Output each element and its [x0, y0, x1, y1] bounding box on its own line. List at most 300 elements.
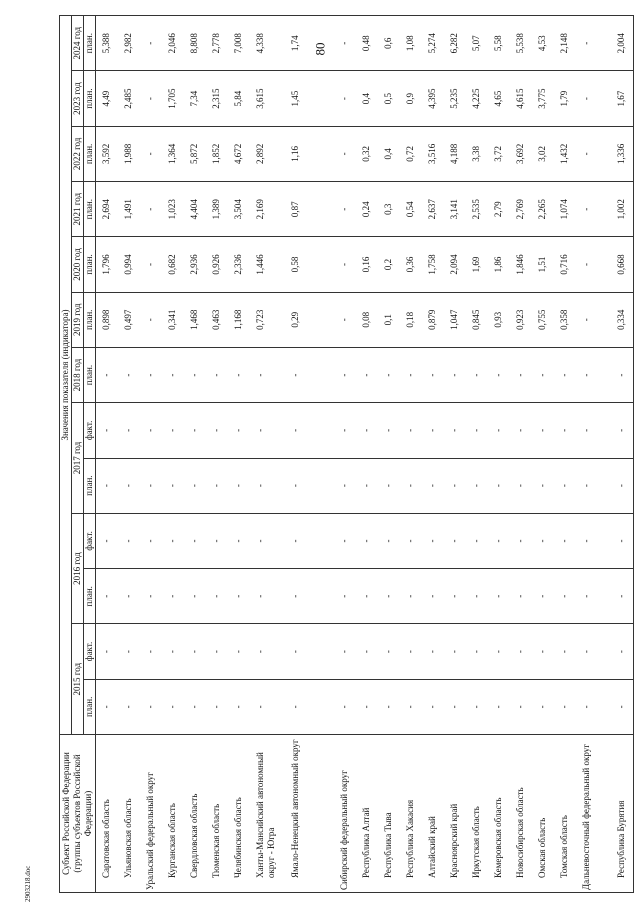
spacer-cell [320, 16, 334, 71]
value-cell: - [576, 403, 611, 458]
subject-name-cell: Челябинская область [228, 735, 250, 893]
value-cell: 4,672 [228, 126, 250, 181]
value-cell: - [488, 347, 510, 402]
subcol-header: факт. [84, 403, 96, 458]
value-cell: - [400, 347, 422, 402]
value-cell: 0,08 [356, 292, 378, 347]
value-cell: 3,592 [96, 126, 119, 181]
value-cell: - [378, 569, 400, 624]
year-header: 2016 год [72, 513, 84, 624]
value-cell: - [334, 292, 356, 347]
subcol-header: план. [84, 182, 96, 237]
spacer-cell [320, 292, 334, 347]
value-cell: 5,538 [510, 16, 532, 71]
subcol-header: план. [84, 71, 96, 126]
value-cell: - [576, 292, 611, 347]
table-row [334, 16, 356, 893]
value-cell: - [532, 624, 554, 679]
value-cell: - [611, 624, 634, 679]
spacer-cell [320, 403, 334, 458]
subject-name-cell: Томская область [554, 735, 576, 893]
subject-name-cell: Сибирский федеральный округ [334, 735, 356, 893]
value-cell: - [334, 347, 356, 402]
value-cell: 1,852 [206, 126, 228, 181]
value-cell: 5,07 [466, 16, 488, 71]
value-cell: - [422, 569, 444, 624]
value-cell: - [422, 403, 444, 458]
table-row [250, 16, 285, 893]
value-cell: 0,4 [378, 126, 400, 181]
value-cell: - [510, 569, 532, 624]
value-cell: 2,694 [96, 182, 119, 237]
value-cell: - [162, 513, 184, 568]
table-row [228, 16, 250, 893]
value-cell: - [400, 458, 422, 513]
value-cell: - [250, 403, 285, 458]
year-header: 2023 год [72, 71, 84, 126]
value-cell: - [96, 513, 119, 568]
value-cell: - [444, 513, 466, 568]
table-row [488, 16, 510, 893]
spacer-cell [320, 735, 334, 893]
table-body [96, 16, 634, 893]
value-cell: - [140, 624, 162, 679]
table-row [466, 16, 488, 893]
value-cell: - [356, 569, 378, 624]
value-cell: - [250, 458, 285, 513]
value-cell: - [611, 403, 634, 458]
spacer-cell [320, 126, 334, 181]
value-cell: - [228, 513, 250, 568]
value-cell: - [532, 513, 554, 568]
value-cell: - [285, 679, 320, 734]
subject-name-cell: Свердловская область [184, 735, 206, 893]
value-cell: - [444, 679, 466, 734]
value-cell: 1,389 [206, 182, 228, 237]
table-row [118, 16, 140, 893]
value-cell: - [285, 347, 320, 402]
value-cell: 1,432 [554, 126, 576, 181]
value-cell: - [206, 679, 228, 734]
value-cell: 0,898 [96, 292, 119, 347]
value-cell: - [250, 569, 285, 624]
value-cell: - [184, 458, 206, 513]
value-cell: - [162, 569, 184, 624]
value-cell: - [554, 403, 576, 458]
subcol-header: план. [84, 679, 96, 734]
value-cell: 4,225 [466, 71, 488, 126]
value-cell: 2,336 [228, 237, 250, 292]
value-cell: 2,046 [162, 16, 184, 71]
value-cell: 5,58 [488, 16, 510, 71]
year-header: 2017 год [72, 403, 84, 514]
value-cell: - [488, 403, 510, 458]
value-cell: 2,778 [206, 16, 228, 71]
value-cell: - [466, 347, 488, 402]
value-cell: - [206, 624, 228, 679]
subject-name-cell: Республика Бурятия [611, 735, 634, 893]
value-cell: - [228, 347, 250, 402]
value-cell: - [334, 458, 356, 513]
value-cell: - [378, 513, 400, 568]
value-cell: - [554, 347, 576, 402]
value-cell: 0,16 [356, 237, 378, 292]
value-cell: - [356, 624, 378, 679]
value-cell: - [532, 403, 554, 458]
value-cell: 8,808 [184, 16, 206, 71]
value-cell: - [444, 347, 466, 402]
value-cell: - [206, 458, 228, 513]
value-cell: - [184, 513, 206, 568]
value-cell: 1,758 [422, 237, 444, 292]
value-cell: 0,682 [162, 237, 184, 292]
value-cell: - [422, 679, 444, 734]
value-cell: 0,48 [356, 16, 378, 71]
subject-name-cell: Саратовская область [96, 735, 119, 893]
value-cell: 1,074 [554, 182, 576, 237]
value-cell: - [140, 458, 162, 513]
value-cell: 0,1 [378, 292, 400, 347]
table-row [422, 16, 444, 893]
table-row [532, 16, 554, 893]
value-cell: 2,535 [466, 182, 488, 237]
value-cell: - [466, 679, 488, 734]
value-cell: - [554, 679, 576, 734]
value-cell: - [140, 292, 162, 347]
value-cell: 0,9 [400, 71, 422, 126]
value-cell: 0,4 [356, 71, 378, 126]
value-cell: 0,358 [554, 292, 576, 347]
value-cell: - [576, 237, 611, 292]
value-cell: 0,29 [285, 292, 320, 347]
value-cell: 2,936 [184, 237, 206, 292]
value-cell: 0,5 [378, 71, 400, 126]
value-cell: - [334, 71, 356, 126]
value-cell: - [184, 403, 206, 458]
subcol-header: факт. [84, 624, 96, 679]
spacer-row [320, 16, 334, 893]
subject-name-cell: Омская область [532, 735, 554, 893]
subject-name-cell: Республика Тыва [378, 735, 400, 893]
value-cell: - [576, 71, 611, 126]
value-cell: 4,395 [422, 71, 444, 126]
value-cell: - [510, 624, 532, 679]
value-cell: - [96, 458, 119, 513]
value-cell: 1,168 [228, 292, 250, 347]
value-cell: - [510, 458, 532, 513]
value-cell: 3,504 [228, 182, 250, 237]
value-cell: - [554, 513, 576, 568]
subject-name-cell: Иркутская область [466, 735, 488, 893]
value-cell: - [400, 403, 422, 458]
value-cell: 2,485 [118, 71, 140, 126]
value-cell: - [356, 347, 378, 402]
value-cell: 0,497 [118, 292, 140, 347]
value-cell: 5,388 [96, 16, 119, 71]
table-row [510, 16, 532, 893]
value-cell: 0,879 [422, 292, 444, 347]
value-cell: - [554, 458, 576, 513]
value-cell: - [466, 403, 488, 458]
value-cell: - [140, 182, 162, 237]
value-cell: 1,491 [118, 182, 140, 237]
value-cell: - [334, 237, 356, 292]
value-cell: 0,36 [400, 237, 422, 292]
value-cell: - [422, 347, 444, 402]
value-cell: 4,49 [96, 71, 119, 126]
value-cell: 2,982 [118, 16, 140, 71]
value-cell: 2,892 [250, 126, 285, 181]
value-cell: - [510, 513, 532, 568]
subcol-header: план. [84, 458, 96, 513]
year-header: 2021 год [72, 182, 84, 237]
value-cell: - [510, 679, 532, 734]
value-cell: - [356, 513, 378, 568]
subcol-header: план. [84, 16, 96, 71]
value-cell: 5,274 [422, 16, 444, 71]
value-cell: - [250, 347, 285, 402]
table-row [206, 16, 228, 893]
value-cell: 1,796 [96, 237, 119, 292]
value-cell: 7,34 [184, 71, 206, 126]
value-cell: - [532, 458, 554, 513]
value-cell: - [334, 16, 356, 71]
value-cell: 1,08 [400, 16, 422, 71]
value-cell: - [554, 569, 576, 624]
value-cell: 1,023 [162, 182, 184, 237]
year-header: 2015 год [72, 624, 84, 735]
value-cell: 0,755 [532, 292, 554, 347]
year-header: 2018 год [72, 347, 84, 402]
subject-name-cell: Тюменская область [206, 735, 228, 893]
value-cell: - [250, 679, 285, 734]
subject-name-cell: Курганская область [162, 735, 184, 893]
subcol-header: план. [84, 569, 96, 624]
value-cell: 2,769 [510, 182, 532, 237]
value-cell: 1,45 [285, 71, 320, 126]
subject-name-cell: Ульяновская область [118, 735, 140, 893]
value-cell: - [206, 513, 228, 568]
indicator-table [59, 15, 634, 893]
value-cell: 0,716 [554, 237, 576, 292]
value-cell: - [184, 569, 206, 624]
value-cell: - [118, 513, 140, 568]
value-cell: 3,692 [510, 126, 532, 181]
value-cell: 1,988 [118, 126, 140, 181]
year-header: 2019 год [72, 292, 84, 347]
value-cell: - [576, 126, 611, 181]
value-cell: 3,516 [422, 126, 444, 181]
value-cell: - [466, 624, 488, 679]
value-cell: - [228, 679, 250, 734]
value-cell: - [96, 569, 119, 624]
subject-name-cell: Красноярский край [444, 735, 466, 893]
value-cell: - [162, 403, 184, 458]
value-cell: - [162, 624, 184, 679]
value-cell: - [334, 679, 356, 734]
spacer-cell [320, 458, 334, 513]
value-cell: 3,02 [532, 126, 554, 181]
subject-name-cell: Алтайский край [422, 735, 444, 893]
value-cell: - [162, 458, 184, 513]
value-cell: 2,169 [250, 182, 285, 237]
value-cell: 2,004 [611, 16, 634, 71]
value-cell: - [466, 458, 488, 513]
spacer-cell [320, 182, 334, 237]
value-cell: 2,094 [444, 237, 466, 292]
value-cell: - [532, 347, 554, 402]
value-cell: - [334, 126, 356, 181]
value-cell: - [184, 624, 206, 679]
table-row [356, 16, 378, 893]
value-cell: - [611, 458, 634, 513]
value-cell: 1,74 [285, 16, 320, 71]
subcol-header: план. [84, 347, 96, 402]
value-cell: 0,923 [510, 292, 532, 347]
value-cell: - [285, 624, 320, 679]
value-cell: 5,872 [184, 126, 206, 181]
value-cell: 3,72 [488, 126, 510, 181]
value-cell: 0,845 [466, 292, 488, 347]
value-cell: 0,87 [285, 182, 320, 237]
table-row [576, 16, 611, 893]
value-cell: 0,926 [206, 237, 228, 292]
value-cell: - [488, 624, 510, 679]
spacer-cell [320, 513, 334, 568]
value-cell: - [140, 403, 162, 458]
subject-col-header: Субъект Российской Федерации (группы субъектов Российской Федерации) [60, 735, 96, 893]
value-cell: - [162, 347, 184, 402]
value-cell: - [184, 347, 206, 402]
subject-name-cell: Ямало-Ненецкий автономный округ [285, 735, 320, 893]
value-cell: - [140, 513, 162, 568]
footer-doc-name: 2903218.doc [24, 865, 32, 902]
value-cell: - [140, 569, 162, 624]
spacer-cell [320, 71, 334, 126]
value-cell: - [400, 624, 422, 679]
table-row [611, 16, 634, 893]
value-cell: - [96, 347, 119, 402]
value-cell: - [444, 624, 466, 679]
value-cell: - [334, 513, 356, 568]
value-cell: - [576, 679, 611, 734]
value-cell: 0,463 [206, 292, 228, 347]
spacer-cell [320, 569, 334, 624]
value-cell: - [488, 513, 510, 568]
value-cell: 5,84 [228, 71, 250, 126]
subject-name-cell: Дальневосточный федеральный округ [576, 735, 611, 893]
value-cell: 0,32 [356, 126, 378, 181]
value-cell: 1,51 [532, 237, 554, 292]
value-cell: 0,3 [378, 182, 400, 237]
value-cell: - [228, 403, 250, 458]
table-row [285, 16, 320, 893]
indicator-group-header: Значения показателя (индикатора) [60, 16, 72, 735]
value-cell: - [611, 513, 634, 568]
value-cell: - [611, 569, 634, 624]
value-cell: - [140, 71, 162, 126]
value-cell: - [510, 403, 532, 458]
value-cell: 0,72 [400, 126, 422, 181]
spacer-cell [320, 237, 334, 292]
value-cell: - [422, 624, 444, 679]
value-cell: 2,148 [554, 16, 576, 71]
table-row [554, 16, 576, 893]
table-row [184, 16, 206, 893]
value-cell: 4,404 [184, 182, 206, 237]
value-cell: - [96, 403, 119, 458]
value-cell: - [184, 679, 206, 734]
value-cell: - [334, 403, 356, 458]
subject-name-cell: Кемеровская область [488, 735, 510, 893]
value-cell: 1,16 [285, 126, 320, 181]
value-cell: 2,637 [422, 182, 444, 237]
subcol-header: факт. [84, 513, 96, 568]
value-cell: 1,846 [510, 237, 532, 292]
value-cell: 6,282 [444, 16, 466, 71]
rotated-table-page [59, 15, 626, 893]
value-cell: 0,18 [400, 292, 422, 347]
value-cell: - [206, 403, 228, 458]
value-cell: - [334, 624, 356, 679]
value-cell: 1,705 [162, 71, 184, 126]
value-cell: - [576, 513, 611, 568]
value-cell: - [444, 458, 466, 513]
value-cell: 0,994 [118, 237, 140, 292]
value-cell: - [228, 458, 250, 513]
value-cell: - [611, 679, 634, 734]
value-cell: 3,775 [532, 71, 554, 126]
value-cell: - [488, 458, 510, 513]
value-cell: - [576, 16, 611, 71]
value-cell: 4,615 [510, 71, 532, 126]
value-cell: - [140, 16, 162, 71]
value-cell: 5,235 [444, 71, 466, 126]
value-cell: - [576, 569, 611, 624]
value-cell: 3,38 [466, 126, 488, 181]
value-cell: 4,65 [488, 71, 510, 126]
value-cell: - [444, 403, 466, 458]
subject-name-cell: Ханты-Мансийский автономный округ - Югра [250, 735, 285, 893]
value-cell: 0,668 [611, 237, 634, 292]
value-cell: 0,723 [250, 292, 285, 347]
value-cell: 1,047 [444, 292, 466, 347]
spacer-cell [320, 624, 334, 679]
value-cell: 4,188 [444, 126, 466, 181]
value-cell: 1,86 [488, 237, 510, 292]
value-cell: - [206, 569, 228, 624]
table-row [162, 16, 184, 893]
value-cell: - [400, 679, 422, 734]
value-cell: 0,334 [611, 292, 634, 347]
value-cell: 1,336 [611, 126, 634, 181]
value-cell: - [285, 458, 320, 513]
table-row [378, 16, 400, 893]
value-cell: 4,338 [250, 16, 285, 71]
value-cell: - [285, 403, 320, 458]
value-cell: - [118, 624, 140, 679]
value-cell: - [378, 679, 400, 734]
value-cell: - [466, 513, 488, 568]
table-row [444, 16, 466, 893]
value-cell: - [356, 403, 378, 458]
value-cell: - [118, 569, 140, 624]
value-cell: - [488, 679, 510, 734]
value-cell: 0,54 [400, 182, 422, 237]
value-cell: 1,002 [611, 182, 634, 237]
subject-name-cell: Новосибирская область [510, 735, 532, 893]
value-cell: 1,446 [250, 237, 285, 292]
